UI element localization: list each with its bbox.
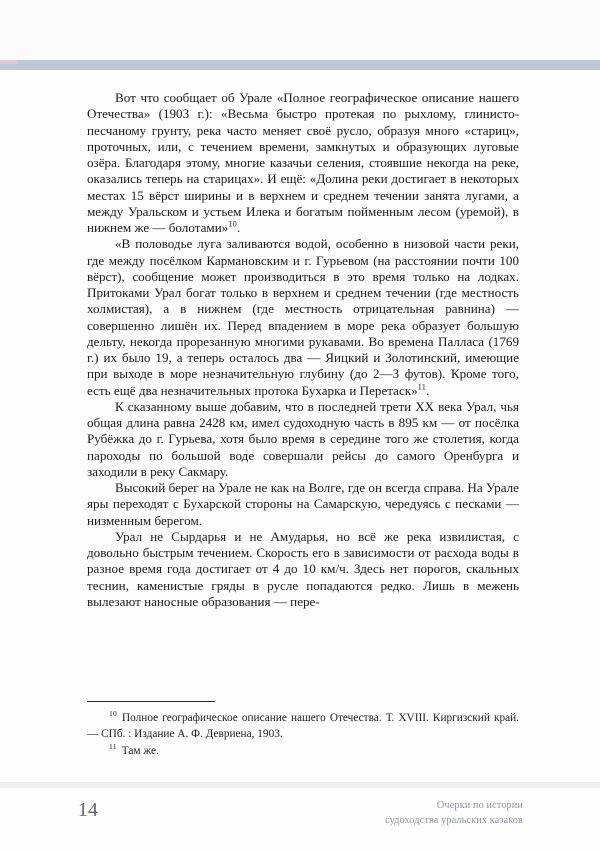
footnote-item-11 xyxy=(87,744,519,760)
footnote-reference-10[interactable]: 10 xyxy=(228,219,237,229)
paragraph-2 xyxy=(87,236,519,399)
footer-title-line-2: судоходства уральских казаков xyxy=(385,814,523,826)
footnote-marker-11: 11 xyxy=(109,742,117,752)
page-number: 14 xyxy=(78,800,99,821)
footnote-text-10: Полное географическое описание нашего Отечества. Т. XVIII. Киргизский край. — СПб. : Издание А. Ф. Девриена, 1903. xyxy=(87,712,519,740)
top-decorative-band xyxy=(0,60,600,70)
body-text-column xyxy=(87,90,519,610)
footnote-marker-10: 10 xyxy=(109,709,117,719)
paragraph-2-text: «В половодье луга заливаются водой, особенно в низовой части реки, где между посёлком Кармановским и г. Гурьевом (на расстоянии почти 100 вёрст), сообщение может производиться в это время только на лодках. Притоками Урал богат только в верхнем и среднем течении (где местность холмистая), а в нижнем (где местность отрицательная равнина) — совершенно лишён их. Перед впадением в море река образует большую дельту, некогда прорезанную многими рукавами. Во времена Палласа (1769 г.) их было 19, а теперь осталось два — Яицкий и Золотинский, имеющие при выходе в море незначительную глубину (до 2—3 футов). Кроме того, есть ещё два незначительных протока Бухарка и Перетаск» xyxy=(87,236,519,398)
paragraph-1 xyxy=(87,90,519,236)
page-footer xyxy=(0,788,600,852)
paragraph-1-text: Вот что сообщает об Урале «Полное географическое описание нашего Отечества» (1903 г.): «Весьма быстро протекая по рыхлому, глинисто-песчаному грунту, река часто меняет своё русло, образуя много «стариц», проточных, или, с течением времени, замкнутых и образующих луговые озёра. Благодаря этому, многие казачьи селения, стоявшие некогда на реке, оказались теперь на старицах». И ещё: «Долина реки достигает в некоторых местах 15 вёрст ширины и в верхнем и среднем течении занята лугами, а между Уральском и устьем Илека и богатым пойменным лесом (уремой), в нижнем же — болотами» xyxy=(87,90,519,235)
footer-running-title xyxy=(263,799,523,828)
footnote-reference-11[interactable]: 11 xyxy=(417,382,427,392)
paragraph-3: К сказанному выше добавим, что в последней трети XX века Урал, чья общая длина равна 2428 км, имел судоходную часть в 895 км — от посёлка Рубёжка до г. Гурьева, хотя было время в середине того же столетия, когда пароходы по большой воде совершали рейсы до самого Оренбурга и заходили в реку Сакмару. xyxy=(87,398,519,479)
page-header-whitespace xyxy=(0,0,600,60)
footnote-text-11: Там же. xyxy=(121,745,159,758)
top-band-accent-tint xyxy=(0,60,18,64)
paragraph-1-tail: . xyxy=(236,220,241,235)
paragraph-2-tail: . xyxy=(426,382,430,398)
paragraph-4: Высокий берег на Урале не как на Волге, где он всегда справа. На Урале яры переходят с Бухарской стороны на Самарскую, чередуясь с песками — низменным берегом. xyxy=(87,480,519,528)
footnote-area xyxy=(87,701,519,762)
footnote-separator-rule xyxy=(87,701,215,702)
paragraph-5: Урал не Сырдарья и не Амударья, но всё же река извилистая, с довольно быстрым течением. Скорость его в зависимости от расхода воды в разное время года достигает от 4 до 10 км/ч. Здесь нет порогов, скальных теснин, каменистые гряды в русле попадаются редко. Лишь в межень вылезают наносные образования — пере- xyxy=(87,528,519,609)
footer-title-line-1: Очерки по истории xyxy=(436,800,523,811)
footnote-item-10 xyxy=(87,711,519,742)
